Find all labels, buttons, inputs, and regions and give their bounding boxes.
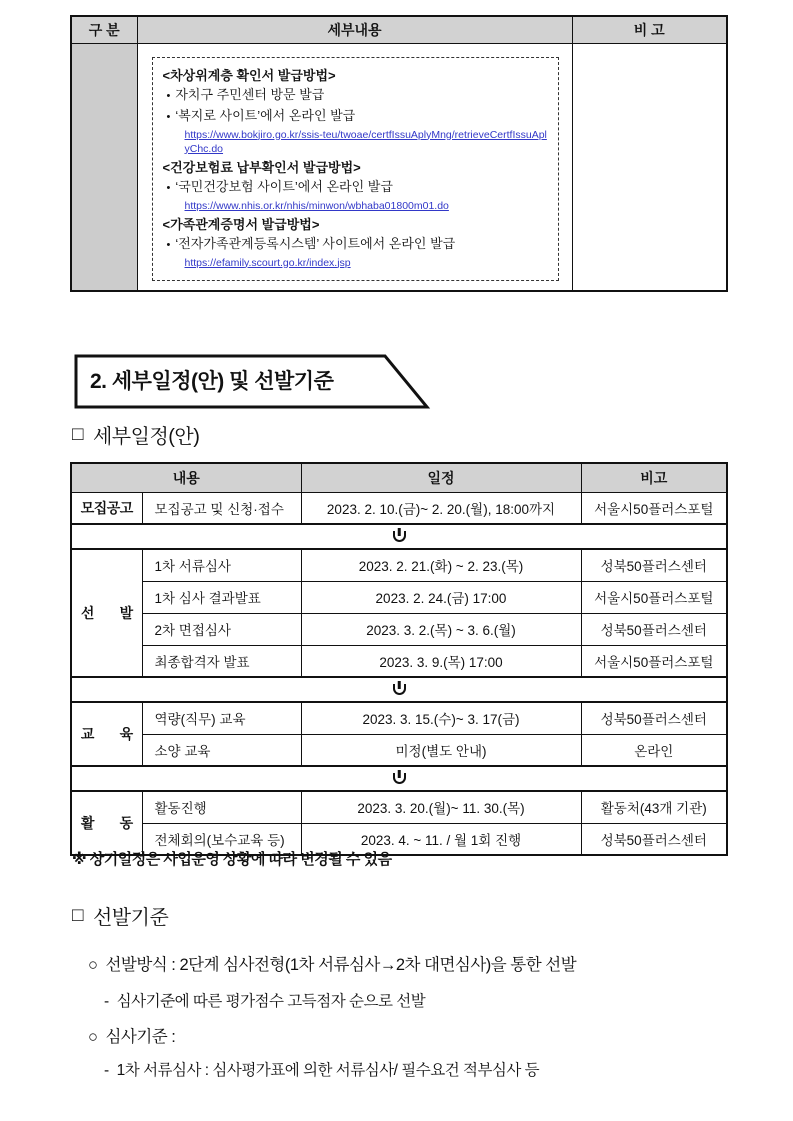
note-cell: 성북50플러스센터 (581, 613, 727, 645)
schedule-cell: 2023. 3. 2.(목) ~ 3. 6.(월) (301, 613, 581, 645)
table-row (71, 791, 727, 823)
table-row (71, 645, 727, 677)
section-title: 2. 세부일정(안) 및 선발기준 (90, 370, 334, 393)
content-cell: 1차 심사 결과발표 (142, 581, 301, 613)
flow-down-icon (393, 528, 406, 542)
schedule-header-content: 내용 (71, 463, 301, 492)
detail-header-category: 구 분 (71, 16, 137, 43)
schedule-header-note: 비고 (581, 463, 727, 492)
content-cell: 활동진행 (142, 791, 301, 823)
table-row (71, 492, 727, 524)
flow-separator-cell (71, 524, 727, 549)
criteria-item-text: 선발방식 : 2단계 심사전형(1차 서류심사→2차 대면심사)을 통한 선발 (105, 956, 577, 974)
section-banner (74, 354, 434, 410)
category-cell: 교 육 (71, 702, 142, 766)
table-row (71, 549, 727, 581)
schedule-cell: 2023. 3. 9.(목) 17:00 (301, 645, 581, 677)
flow-separator-cell (71, 677, 727, 702)
table-row (71, 613, 727, 645)
schedule-cell: 2023. 2. 21.(화) ~ 2. 23.(목) (301, 549, 581, 581)
table-row (71, 581, 727, 613)
bullet-icon: • (166, 238, 171, 251)
bullet-icon: • (166, 181, 171, 194)
schedule-table (70, 462, 728, 856)
bokjiro-link[interactable]: https://www.bokjiro.go.kr/ssis-teu/twoae/certfIssuAplyMng/retrieveCertfIssuAplyChc.do (184, 128, 547, 155)
schedule-cell: 미정(별도 안내) (301, 734, 581, 766)
detail-table-header-row (71, 16, 727, 43)
schedule-subheading-text: 세부일정(안) (92, 426, 200, 448)
criteria-subheading-text: 선발기준 (92, 907, 169, 929)
criteria-item (88, 951, 576, 975)
criteria-subheading (72, 901, 168, 930)
note-cell: 서울시50플러스포털 (581, 645, 727, 677)
info-link-row (163, 256, 548, 270)
criteria-subitem (104, 1058, 539, 1080)
bullet-icon: • (166, 110, 171, 123)
schedule-header-schedule: 일정 (301, 463, 581, 492)
table-row (71, 702, 727, 734)
info-link-row (163, 128, 548, 156)
info-section-title: <건강보험료 납부확인서 발급방법> (162, 159, 361, 175)
content-cell: 최종합격자 발표 (142, 645, 301, 677)
note-cell: 서울시50플러스포털 (581, 492, 727, 524)
note-cell: 서울시50플러스포털 (581, 581, 727, 613)
note-cell: 성북50플러스센터 (581, 702, 727, 734)
schedule-footnote: ※ 상기일정은 사업운영 상황에 따라 변경될 수 있음 (72, 851, 392, 868)
schedule-header-row (71, 463, 727, 492)
circle-bullet-icon: ○ (88, 1028, 98, 1046)
schedule-cell: 2023. 4. ~ 11. / 월 1회 진행 (301, 823, 581, 855)
detail-header-content: 세부내용 (137, 16, 572, 43)
criteria-item-text: 심사기준 : (105, 1028, 176, 1046)
detail-content-cell (137, 43, 572, 291)
flow-separator-row (71, 524, 727, 549)
criteria-item-text: 심사기준에 따른 평가점수 고득점자 순으로 선발 (116, 993, 426, 1010)
issuance-info-box (152, 57, 559, 282)
content-cell: 2차 면접심사 (142, 613, 301, 645)
info-bullet-text: ‘국민건강보험 사이트’에서 온라인 발급 (175, 178, 393, 194)
info-link-row (163, 199, 548, 213)
info-bullet-item (163, 106, 548, 127)
efamily-link[interactable]: https://efamily.scourt.go.kr/index.jsp (184, 256, 351, 269)
detail-header-note: 비 고 (572, 16, 727, 43)
info-section-title: <차상위계층 확인서 발급방법> (162, 67, 336, 83)
bullet-icon: • (166, 89, 171, 102)
info-bullet-text: ‘전자가족관계등록시스템’ 사이트에서 온라인 발급 (175, 235, 456, 251)
category-cell: 선 발 (71, 549, 142, 677)
flow-down-icon (393, 770, 406, 784)
info-bullet-item (163, 85, 548, 106)
info-section-title: <가족관계증명서 발급방법> (162, 216, 320, 232)
square-bullet-icon: □ (72, 424, 83, 445)
content-cell: 모집공고 및 신청·접수 (142, 492, 301, 524)
content-cell: 소양 교육 (142, 734, 301, 766)
criteria-item-text: 1차 서류심사 : 심사평가표에 의한 서류심사/ 필수요건 적부심사 등 (116, 1062, 540, 1079)
table-row (71, 734, 727, 766)
note-cell: 성북50플러스센터 (581, 549, 727, 581)
flow-separator-cell (71, 766, 727, 791)
note-cell: 성북50플러스센터 (581, 823, 727, 855)
schedule-cell: 2023. 2. 10.(금)~ 2. 20.(월), 18:00까지 (301, 492, 581, 524)
info-bullet-item (163, 234, 548, 255)
content-cell: 전체회의(보수교육 등) (142, 823, 301, 855)
detail-category-cell (71, 43, 137, 291)
note-cell: 활동처(43개 기관) (581, 791, 727, 823)
schedule-cell: 2023. 3. 15.(수)~ 3. 17(금) (301, 702, 581, 734)
schedule-subheading (72, 420, 199, 449)
flow-separator-row (71, 677, 727, 702)
info-bullet-item (163, 177, 548, 198)
detail-note-cell (572, 43, 727, 291)
detail-table-body-row (71, 43, 727, 291)
category-cell: 활 동 (71, 791, 142, 855)
circle-bullet-icon: ○ (88, 956, 98, 974)
schedule-cell: 2023. 2. 24.(금) 17:00 (301, 581, 581, 613)
detail-table (70, 15, 728, 292)
content-cell: 역량(직무) 교육 (142, 702, 301, 734)
square-bullet-icon: □ (72, 905, 83, 926)
flow-down-icon (393, 681, 406, 695)
content-cell: 1차 서류심사 (142, 549, 301, 581)
category-cell: 모집공고 (71, 492, 142, 524)
dash-bullet-icon: - (104, 993, 109, 1010)
criteria-subitem (104, 989, 425, 1011)
info-bullet-text: 자치구 주민센터 방문 발급 (175, 86, 325, 102)
dash-bullet-icon: - (104, 1062, 109, 1079)
schedule-cell: 2023. 3. 20.(월)~ 11. 30.(목) (301, 791, 581, 823)
nhis-link[interactable]: https://www.nhis.or.kr/nhis/minwon/wbhaba01800m01.do (184, 199, 449, 212)
flow-separator-row (71, 766, 727, 791)
info-bullet-text: ‘복지로 사이트’에서 온라인 발급 (175, 107, 356, 123)
criteria-item (88, 1023, 175, 1047)
note-cell: 온라인 (581, 734, 727, 766)
